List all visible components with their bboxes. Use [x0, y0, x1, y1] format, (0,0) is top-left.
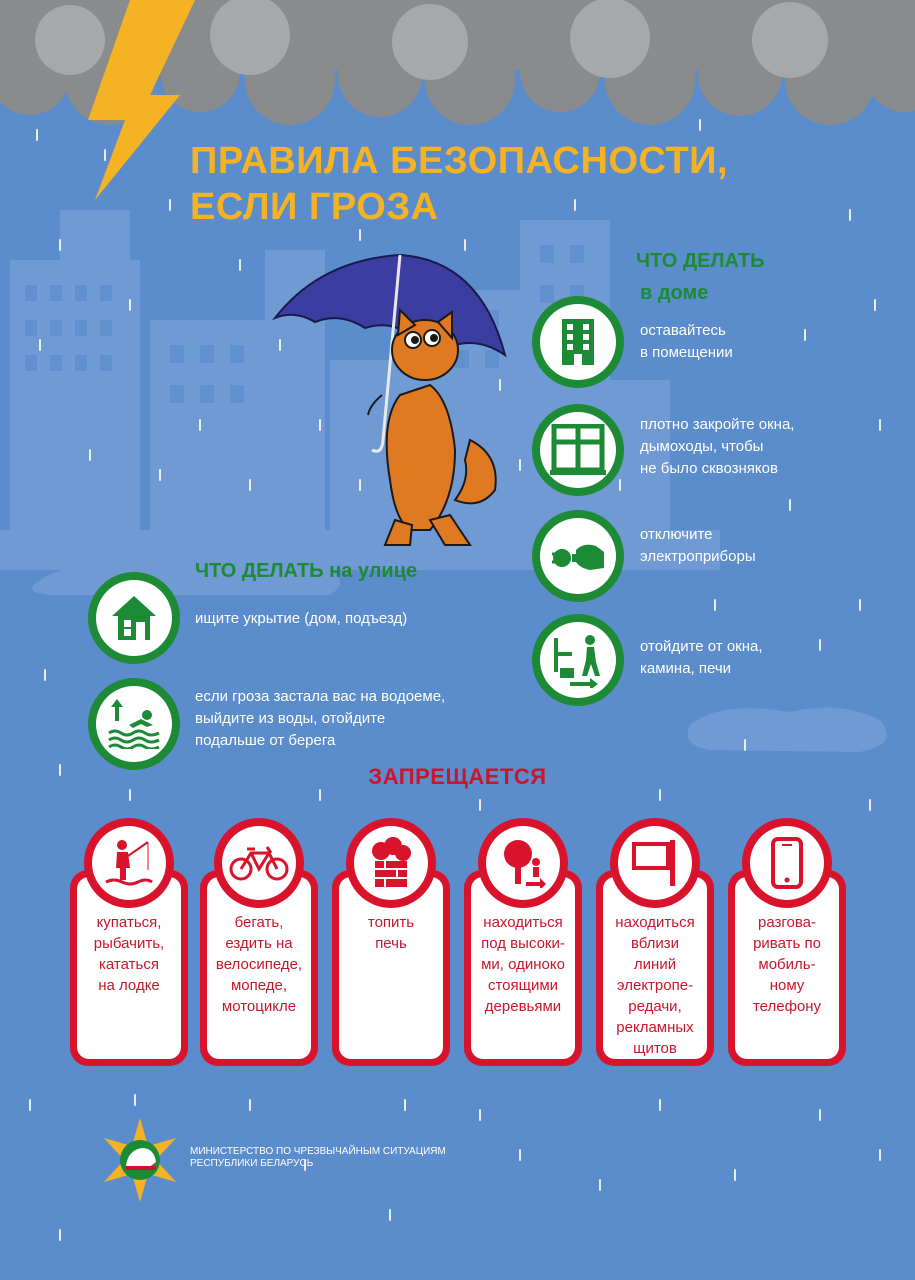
- home-heading-line1: ЧТО ДЕЛАТЬ: [636, 250, 765, 272]
- home-item-4-badge: [532, 614, 624, 706]
- ministry-emblem-icon: [98, 1118, 182, 1202]
- home-item-2-text: плотно закройте окна, дымоходы, чтобы не было сквозняков: [640, 416, 795, 477]
- poster-title-line2: ЕСЛИ ГРОЗА: [190, 186, 439, 228]
- stove-icon: [369, 837, 413, 889]
- building-icon: [558, 317, 598, 367]
- forbidden-card-2: [200, 870, 318, 1066]
- home-item-4-text: отойдите от окна, камина, печи: [640, 638, 763, 677]
- home-item-1-badge: [532, 296, 624, 388]
- forbidden-card-5-text: находиться вблизи линий электропе- редачи, рекламных щитов: [615, 914, 695, 1057]
- fisherman-icon: [104, 838, 154, 888]
- forbidden-card-6-text: разгова- ривать по мобиль- ному телефону: [752, 914, 822, 1015]
- unplug-icon: [550, 536, 606, 576]
- bicycle-icon: [229, 843, 289, 883]
- street-item-1-badge: [88, 572, 180, 664]
- street-heading: ЧТО ДЕЛАТЬ на улице: [195, 560, 418, 582]
- billboard-icon: [630, 838, 680, 888]
- home-item-2-badge: [532, 404, 624, 496]
- forbidden-card-4-text: находиться под высоки- ми, одиноко стоящими деревьями: [481, 914, 565, 1015]
- poster-title-line1: ПРАВИЛА БЕЗОПАСНОСТИ,: [190, 140, 729, 182]
- forbidden-card-3: [332, 870, 450, 1066]
- forbidden-card-5: [596, 870, 714, 1066]
- house-icon: [110, 594, 158, 642]
- forbidden-card-1: [70, 870, 188, 1066]
- forbidden-card-2-text: бегать, ездить на велосипеде, мопеде, мотоцикле: [215, 914, 303, 1015]
- home-item-1-text: оставайтесь в помещении: [640, 322, 733, 361]
- home-item-3-text: отключите электроприборы: [640, 526, 756, 565]
- home-item-3-badge: [532, 510, 624, 602]
- street-item-2-badge: [88, 678, 180, 770]
- window-icon: [550, 424, 606, 476]
- forbidden-card-3-text: топить печь: [367, 914, 415, 952]
- ministry-name: МИНИСТЕРСТВО ПО ЧРЕЗВЫЧАЙНЫМ СИТУАЦИЯМ РЕСПУБЛИКИ БЕЛАРУСЬ: [190, 1146, 446, 1169]
- street-item-1-text: ищите укрытие (дом, подъезд): [195, 610, 408, 627]
- forbidden-card-6: [728, 870, 846, 1066]
- street-item-2-text: если гроза застала вас на водоеме, выйдите из воды, отойдите подальше от берега: [195, 688, 446, 749]
- forbidden-heading: ЗАПРЕЩАЕТСЯ: [368, 764, 547, 789]
- swimmer-icon: [107, 699, 161, 749]
- home-heading-line2: в доме: [640, 282, 709, 304]
- phone-icon: [770, 837, 804, 889]
- walk-away-icon: [550, 632, 606, 688]
- tree-icon: [498, 838, 548, 888]
- forbidden-card-4: [464, 870, 582, 1066]
- forbidden-card-1-text: купаться, рыбачить, кататься на лодке: [93, 914, 165, 994]
